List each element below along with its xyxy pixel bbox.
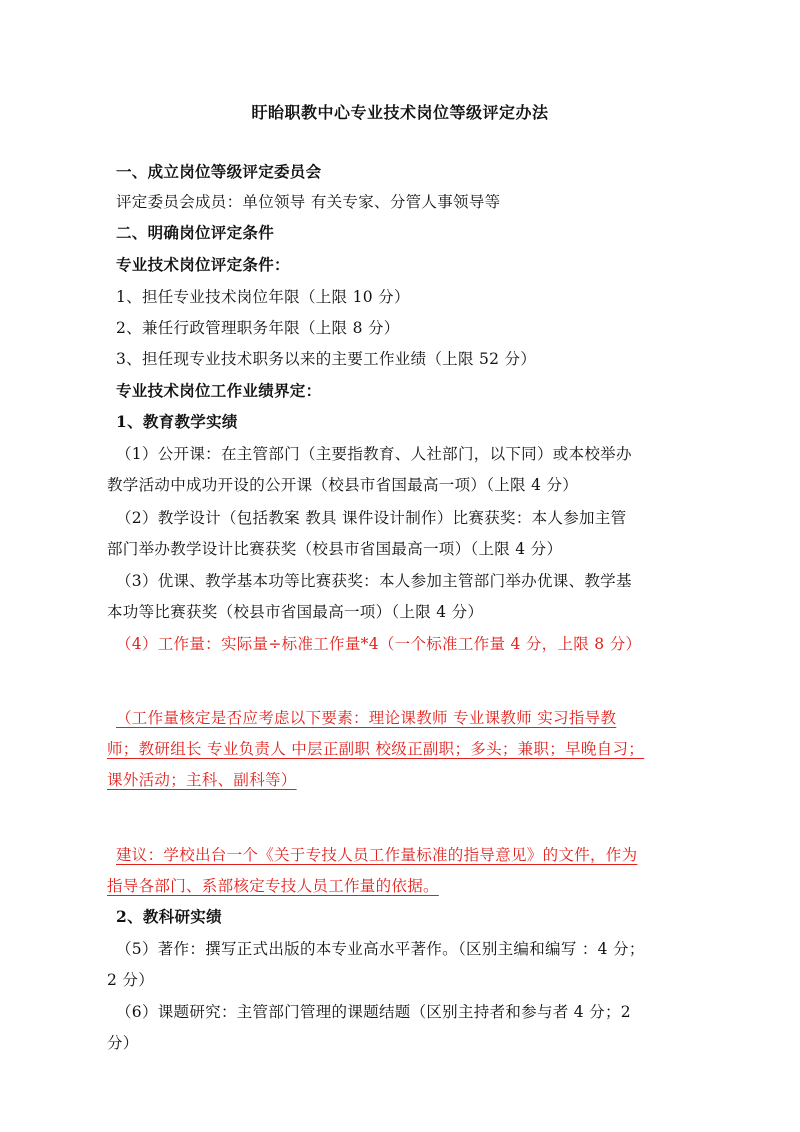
condition-item-1: 1、担任专业技术岗位年限（上限 10 分） [116, 288, 410, 306]
subheading-conditions: 专业技术岗位评定条件： [116, 255, 290, 274]
suggestion-line-1: 建议：学校出台一个《关于专技人员工作量标准的指导意见》的文件，作为 [116, 846, 638, 864]
item-2-line-2: 部门举办教学设计比赛获奖（校县市省国最高一项）（上限 4 分） [107, 540, 563, 558]
subheading-performance: 专业技术岗位工作业绩界定： [116, 381, 322, 400]
item-6-line-2: 分） [107, 1034, 139, 1052]
item-6-line-1: （6）课题研究：主管部门管理的课题结题（区别主持者和参与者 4 分；2 [116, 1003, 631, 1021]
item-3-line-2: 本功等比赛获奖（校县市省国最高一项）（上限 4 分） [107, 603, 484, 621]
item-5-line-1: （5）著作：撰写正式出版的本专业高水平著作。（区别主编和编写 ：4 分； [116, 940, 645, 958]
condition-item-2: 2、兼任行政管理职务年限（上限 8 分） [116, 319, 400, 337]
committee-members: 评定委员会成员：单位领导 有关专家、分管人事领导等 [116, 193, 501, 211]
section-heading-conditions: 二、明确岗位评定条件 [116, 223, 275, 242]
item-1-line-2: 教学活动中成功开设的公开课（校县市省国最高一项）（上限 4 分） [107, 476, 579, 494]
condition-item-3: 3、担任现专业技术职务以来的主要工作业绩（上限 52 分） [116, 350, 537, 368]
suggestion-line-2: 指导各部门、系部核定专技人员工作量的依据。 [107, 877, 439, 895]
section-heading-committee: 一、成立岗位等级评定委员会 [116, 162, 322, 181]
item-1-line-1: （1）公开课：在主管部门（主要指教育、人社部门，以下同）或本校举办 [116, 445, 632, 463]
workload-note-line-3: 课外活动；主科、副科等） [107, 771, 297, 789]
subheading-teaching: 1、教育教学实绩 [116, 412, 238, 431]
item-3-line-1: （3）优课、教学基本功等比赛获奖：本人参加主管部门举办优课、教学基 [116, 572, 632, 590]
item-5-line-2: 2 分） [107, 971, 154, 989]
item-4-workload: （4）工作量：实际量÷标准工作量*4（一个标准工作量 4 分，上限 8 分） [116, 635, 642, 653]
workload-note-line-2: 师；教研组长 专业负责人 中层正副职 校级正副职；多头；兼职；早晚自习； [107, 740, 645, 758]
subheading-research: 2、教科研实绩 [116, 907, 222, 926]
workload-note-line-1: （工作量核定是否应考虑以下要素：理论课教师 专业课教师 实习指导教 [116, 709, 617, 727]
document-title: 盱眙职教中心专业技术岗位等级评定办法 [251, 103, 549, 122]
item-2-line-1: （2）教学设计（包括教案 教具 课件设计制作）比赛获奖：本人参加主管 [116, 509, 627, 527]
